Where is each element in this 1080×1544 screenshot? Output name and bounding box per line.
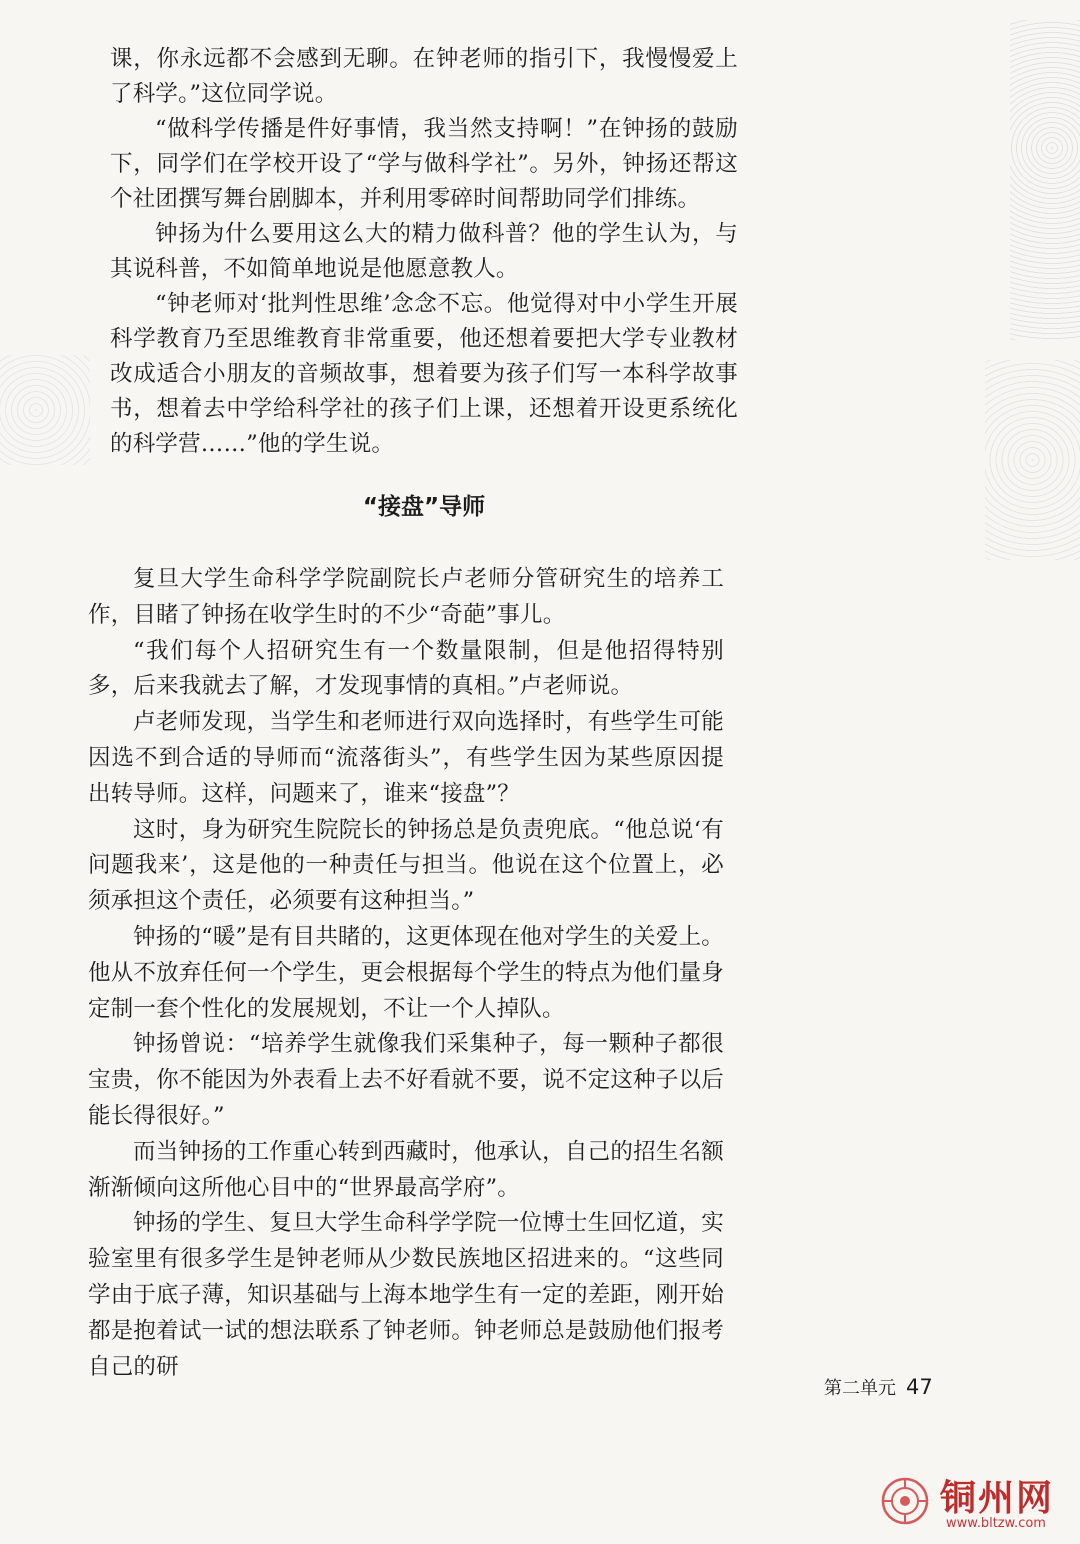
page-number: 47 [906,1375,933,1399]
paragraph: 复旦大学生命科学学院副院长卢老师分管研究生的培养工作，目睹了钟扬在收学生时的不少“奇葩”事儿。 [88,566,724,628]
scan-noise [0,355,90,465]
paragraph: 钟扬的“暖”是有目共睹的，这更体现在他对学生的关爱上。他从不放弃任何一个学生，更会根据每个学生的特点为他们量身定制一套个性化的发展规划，不让一个人掉队。 [88,923,724,1022]
unit-label: 第二单元 [824,1378,896,1399]
watermark-url: www.bltzw.com [946,1516,1046,1531]
paragraph: “做科学传播是件好事情，我当然支持啊！”在钟扬的鼓励下，同学们在学校开设了“学与做科学社”。另外，钟扬还帮这个社团撰写舞台剧脚本，并利用零碎时间帮助同学们排练。 [110,116,738,212]
paragraph: 钟扬为什么要用这么大的精力做科普？他的学生认为，与其说科普，不如简单地说是他愿意教人。 [110,221,738,282]
paragraph: 卢老师发现，当学生和老师进行双向选择时，有些学生可能因选不到合适的导师而“流落街头”，有些学生因为某些原因提出转导师。这样，问题来了，谁来“接盘”？ [88,709,724,807]
watermark-logo-icon [880,1476,930,1526]
page-footer [824,1374,933,1400]
scan-noise [985,360,1080,560]
section-2 [88,562,724,1385]
paragraph: 而当钟扬的工作重心转到西藏时，他承认，自己的招生名额渐渐倾向这所他心目中的“世界最高学府”。 [88,1138,724,1201]
site-watermark [870,1466,1075,1538]
paragraph: 钟扬曾说：“培养学生就像我们采集种子，每一颗种子都很宝贵，你不能因为外表看上去不好看就不要，说不定这种子以后能长得很好。” [88,1031,724,1129]
paragraph: “我们每个人招研究生有一个数量限制，但是他招得特别多，后来我就去了解，才发现事情的真相。”卢老师说。 [88,637,724,700]
paragraph: “钟老师对‘批判性思维’念念不忘。他觉得对中小学生开展科学教育乃至思维教育非常重要，他还想着要把大学专业教材改成适合小朋友的音频故事，想着要为孩子们写一本科学故事书，想着去中学给科学社的孩子们上课，还想着开设更系统化的科学营……”他的学生说。 [110,291,738,457]
scan-noise [1010,20,1080,340]
paragraph: 这时，身为研究生院院长的钟扬总是负责兜底。“他总说‘有问题我来’，这是他的一种责任与担当。他说在这个位置上，必须承担这个责任，必须要有这种担当。” [88,816,724,915]
paragraph: 钟扬的学生、复旦大学生命科学学院一位博士生回忆道，实验室里有很多学生是钟老师从少数民族地区招进来的。“这些同学由于底子薄，知识基础与上海本地学生有一定的差距，刚开始都是抱着试一试的想法联系了钟老师。钟老师总是鼓励他们报考自己的研 [88,1210,724,1380]
section-heading: “接盘”导师 [362,494,486,520]
section-1 [110,42,738,462]
paragraph: 课，你永远都不会感到无聊。在钟老师的指引下，我慢慢爱上了科学。”这位同学说。 [110,46,738,107]
watermark-name: 铜州网 [940,1477,1055,1519]
